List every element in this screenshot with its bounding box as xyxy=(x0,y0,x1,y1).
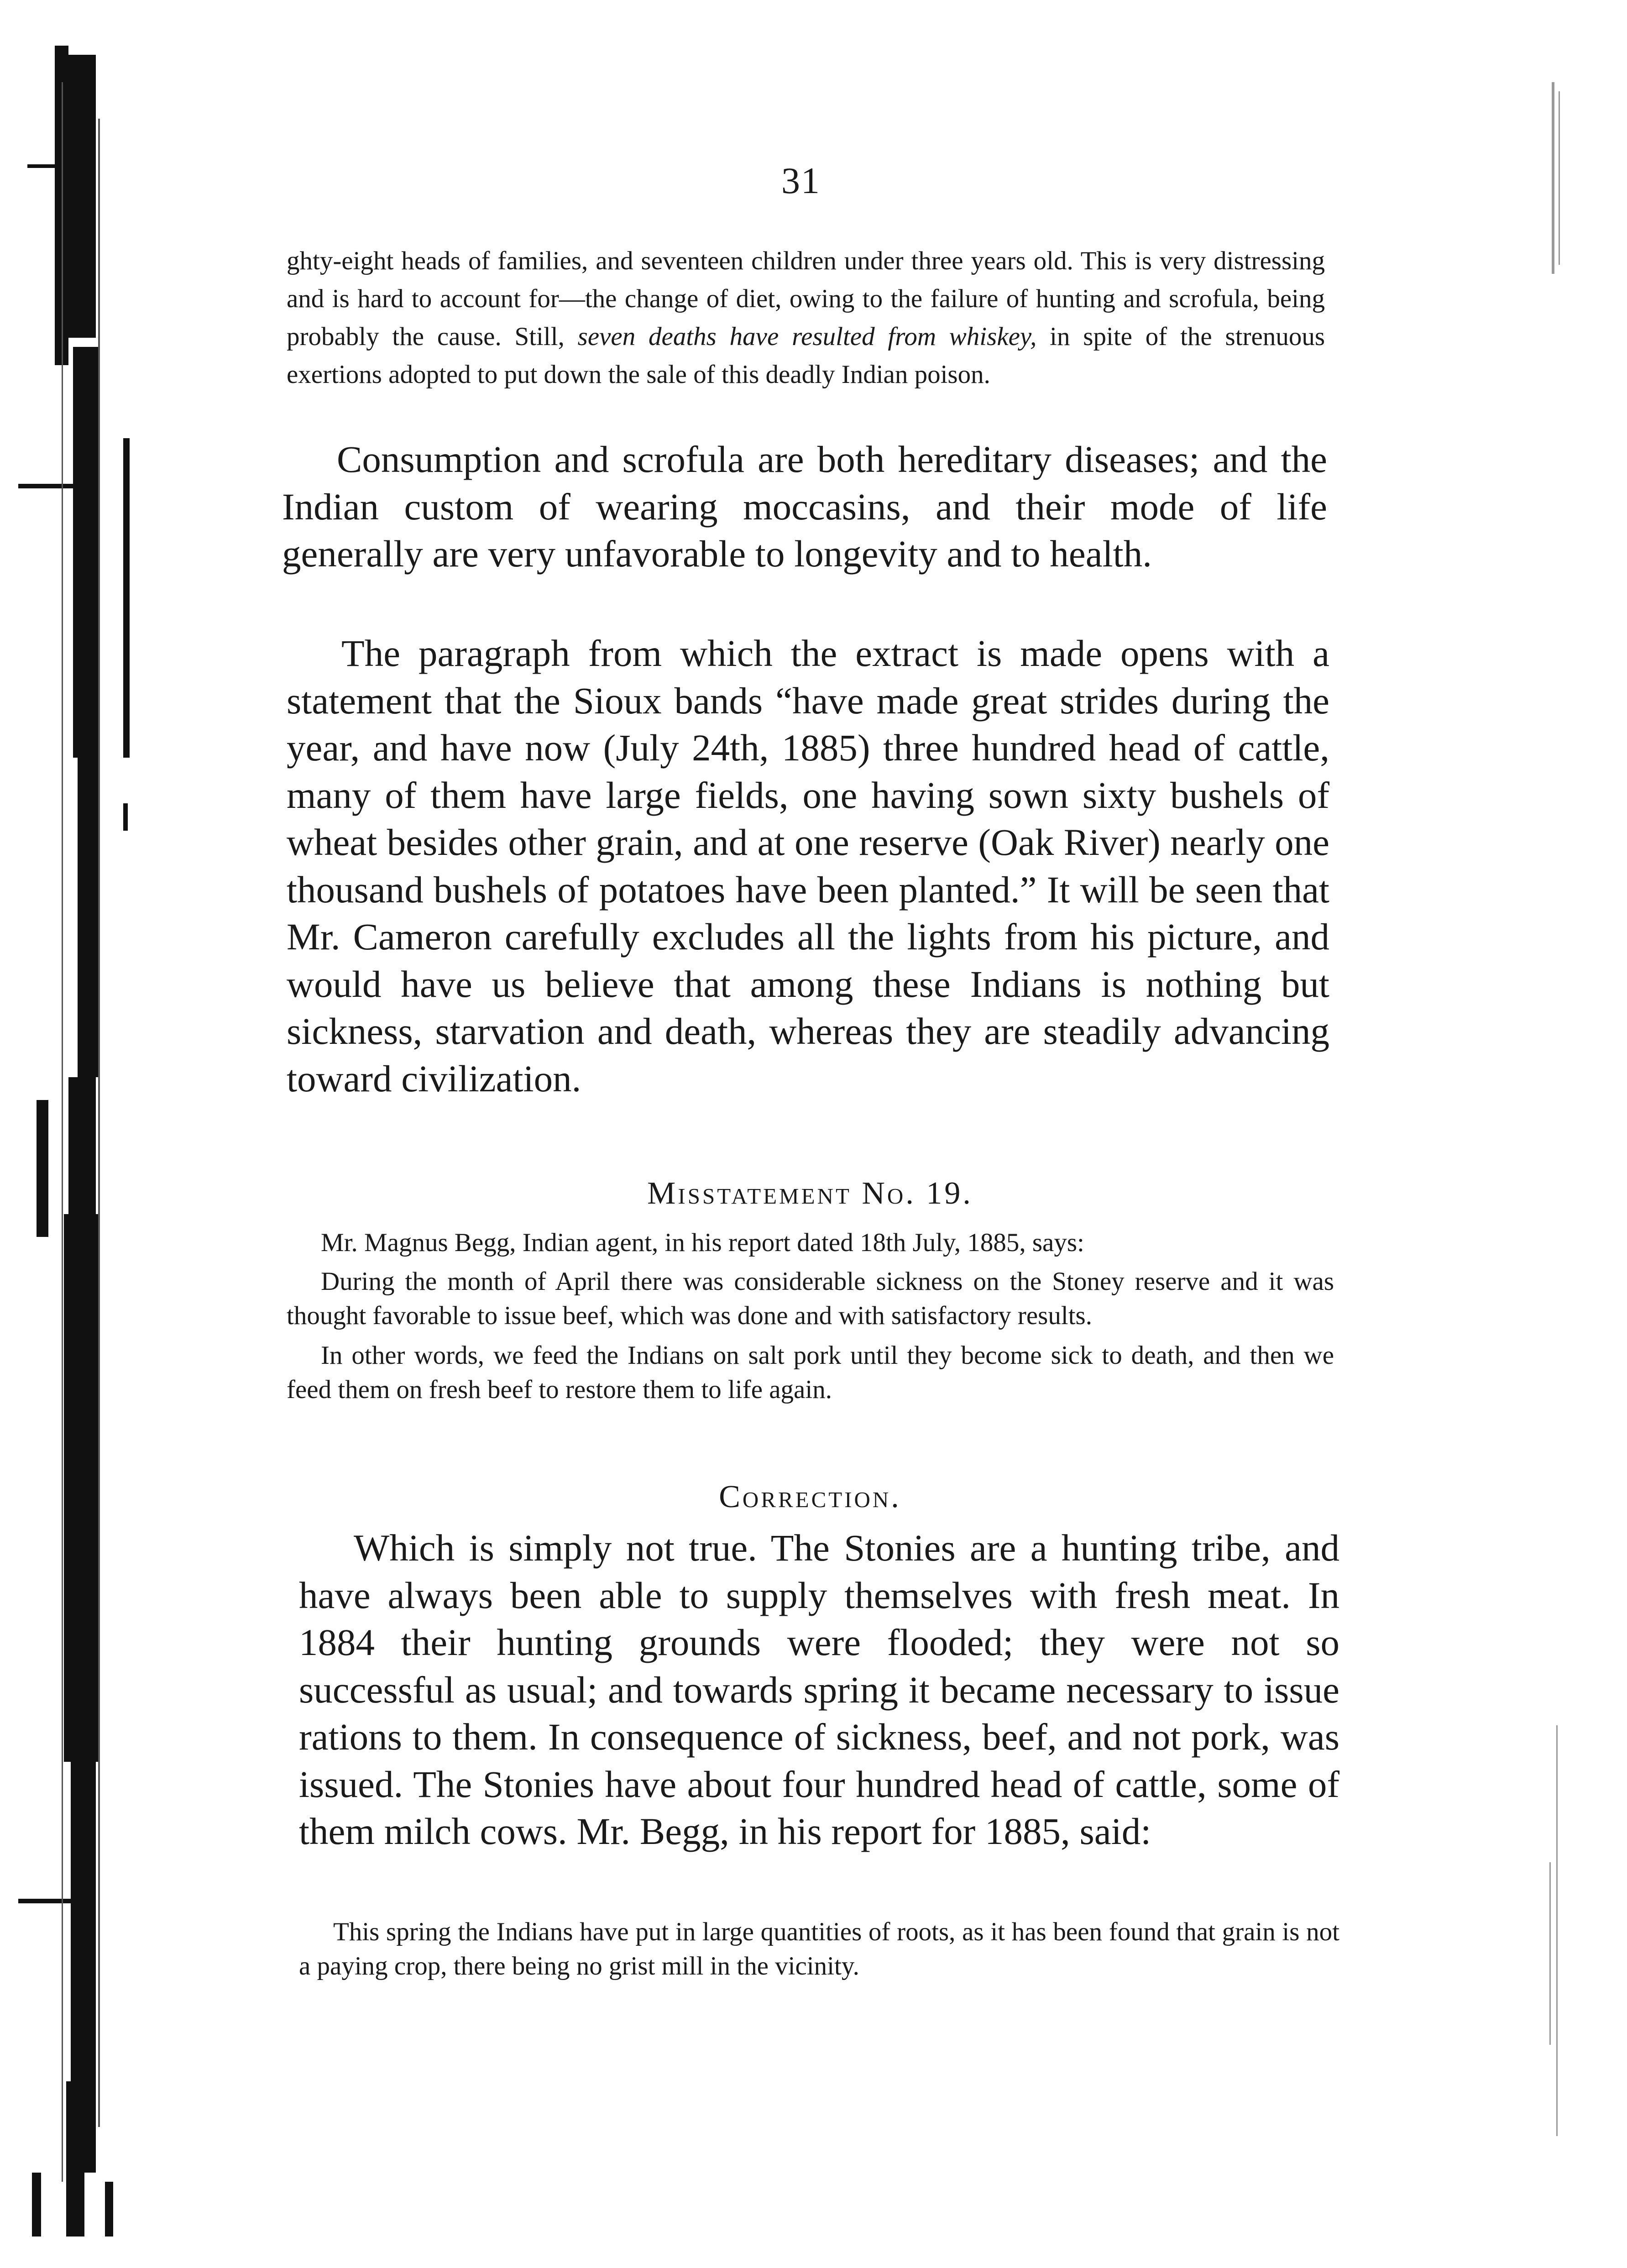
paragraph-consumption xyxy=(282,436,1327,578)
page-number: 31 xyxy=(781,160,821,201)
right-edge-speckle xyxy=(1543,82,1570,2136)
heading-correction: Correction. xyxy=(719,1479,901,1514)
top-fragment-tail: in spite of the strenuous exertions adopted to put down the sale of this deadly Indian poison. xyxy=(287,322,1325,389)
binding-edge-scan-artifact xyxy=(18,27,155,2246)
paragraph-sioux-bands xyxy=(287,630,1329,1102)
correction-paragraph xyxy=(299,1524,1339,1855)
top-quote-fragment xyxy=(287,242,1325,393)
misstatement-block xyxy=(287,1226,1334,1407)
correction-paragraph-text: Which is simply not true. The Stonies are a hunting tribe, and have always been able to supply themselves with fresh meat. In 1884 their hunting grounds were flooded; they were not so successful as usual; and towards spring it became necessary to issue rations to them. In consequence of sickness, beef, and not pork, was issued. The Stonies have about four hundred head of cattle, some of them milch cows. Mr. Begg, in his report for 1885, said: xyxy=(299,1527,1339,1852)
misstatement-comment: In other words, we feed the Indians on salt pork until they become sick to death, and then we feed them on fresh beef to restore them to life again. xyxy=(287,1341,1334,1404)
correction-quote xyxy=(299,1915,1339,1983)
heading-misstatement: Misstatement No. 19. xyxy=(647,1176,973,1211)
misstatement-quote: During the month of April there was considerable sickness on the Stoney reserve and it was thought favorable to issue beef, which was done and with satisfactory results. xyxy=(287,1267,1334,1330)
paragraph-2-text: The paragraph from which the extract is made opens with a statement that the Sioux bands “have made great strides during the year, and have now (July 24th, 1885) three hundred head of cattle, many of them have large fields, one having sown sixty bushels of wheat besides other grain, and at one reserve (Oak River) nearly one thousand bushels of potatoes have been planted.” It will be seen that Mr. Cameron carefully excludes all the lights from his picture, and would have us believe that among these Indians is nothing but sickness, starvation and death, whereas they are steadily advancing toward civilization. xyxy=(287,632,1329,1100)
paragraph-1-text: Consumption and scrofula are both hereditary diseases; and the Indian custom of wearing moccasins, and their mode of life generally are very unfavorable to longevity and to health. xyxy=(282,438,1327,575)
correction-quote-text: This spring the Indians have put in large quantities of roots, as it has been found that grain is not a paying crop, there being no grist mill in the vicinity. xyxy=(299,1917,1339,1980)
top-fragment-lead: ghty-eight heads of families, and seventeen children under three years old. This is very distressing and is hard to account for—the change of diet, owing to the failure of hunting and scrofula, being probably the cause. Still, xyxy=(287,246,1325,351)
misstatement-intro: Mr. Magnus Begg, Indian agent, in his report dated 18th July, 1885, says: xyxy=(321,1228,1084,1257)
top-fragment-italic: seven deaths have resulted from whiskey, xyxy=(577,322,1037,351)
